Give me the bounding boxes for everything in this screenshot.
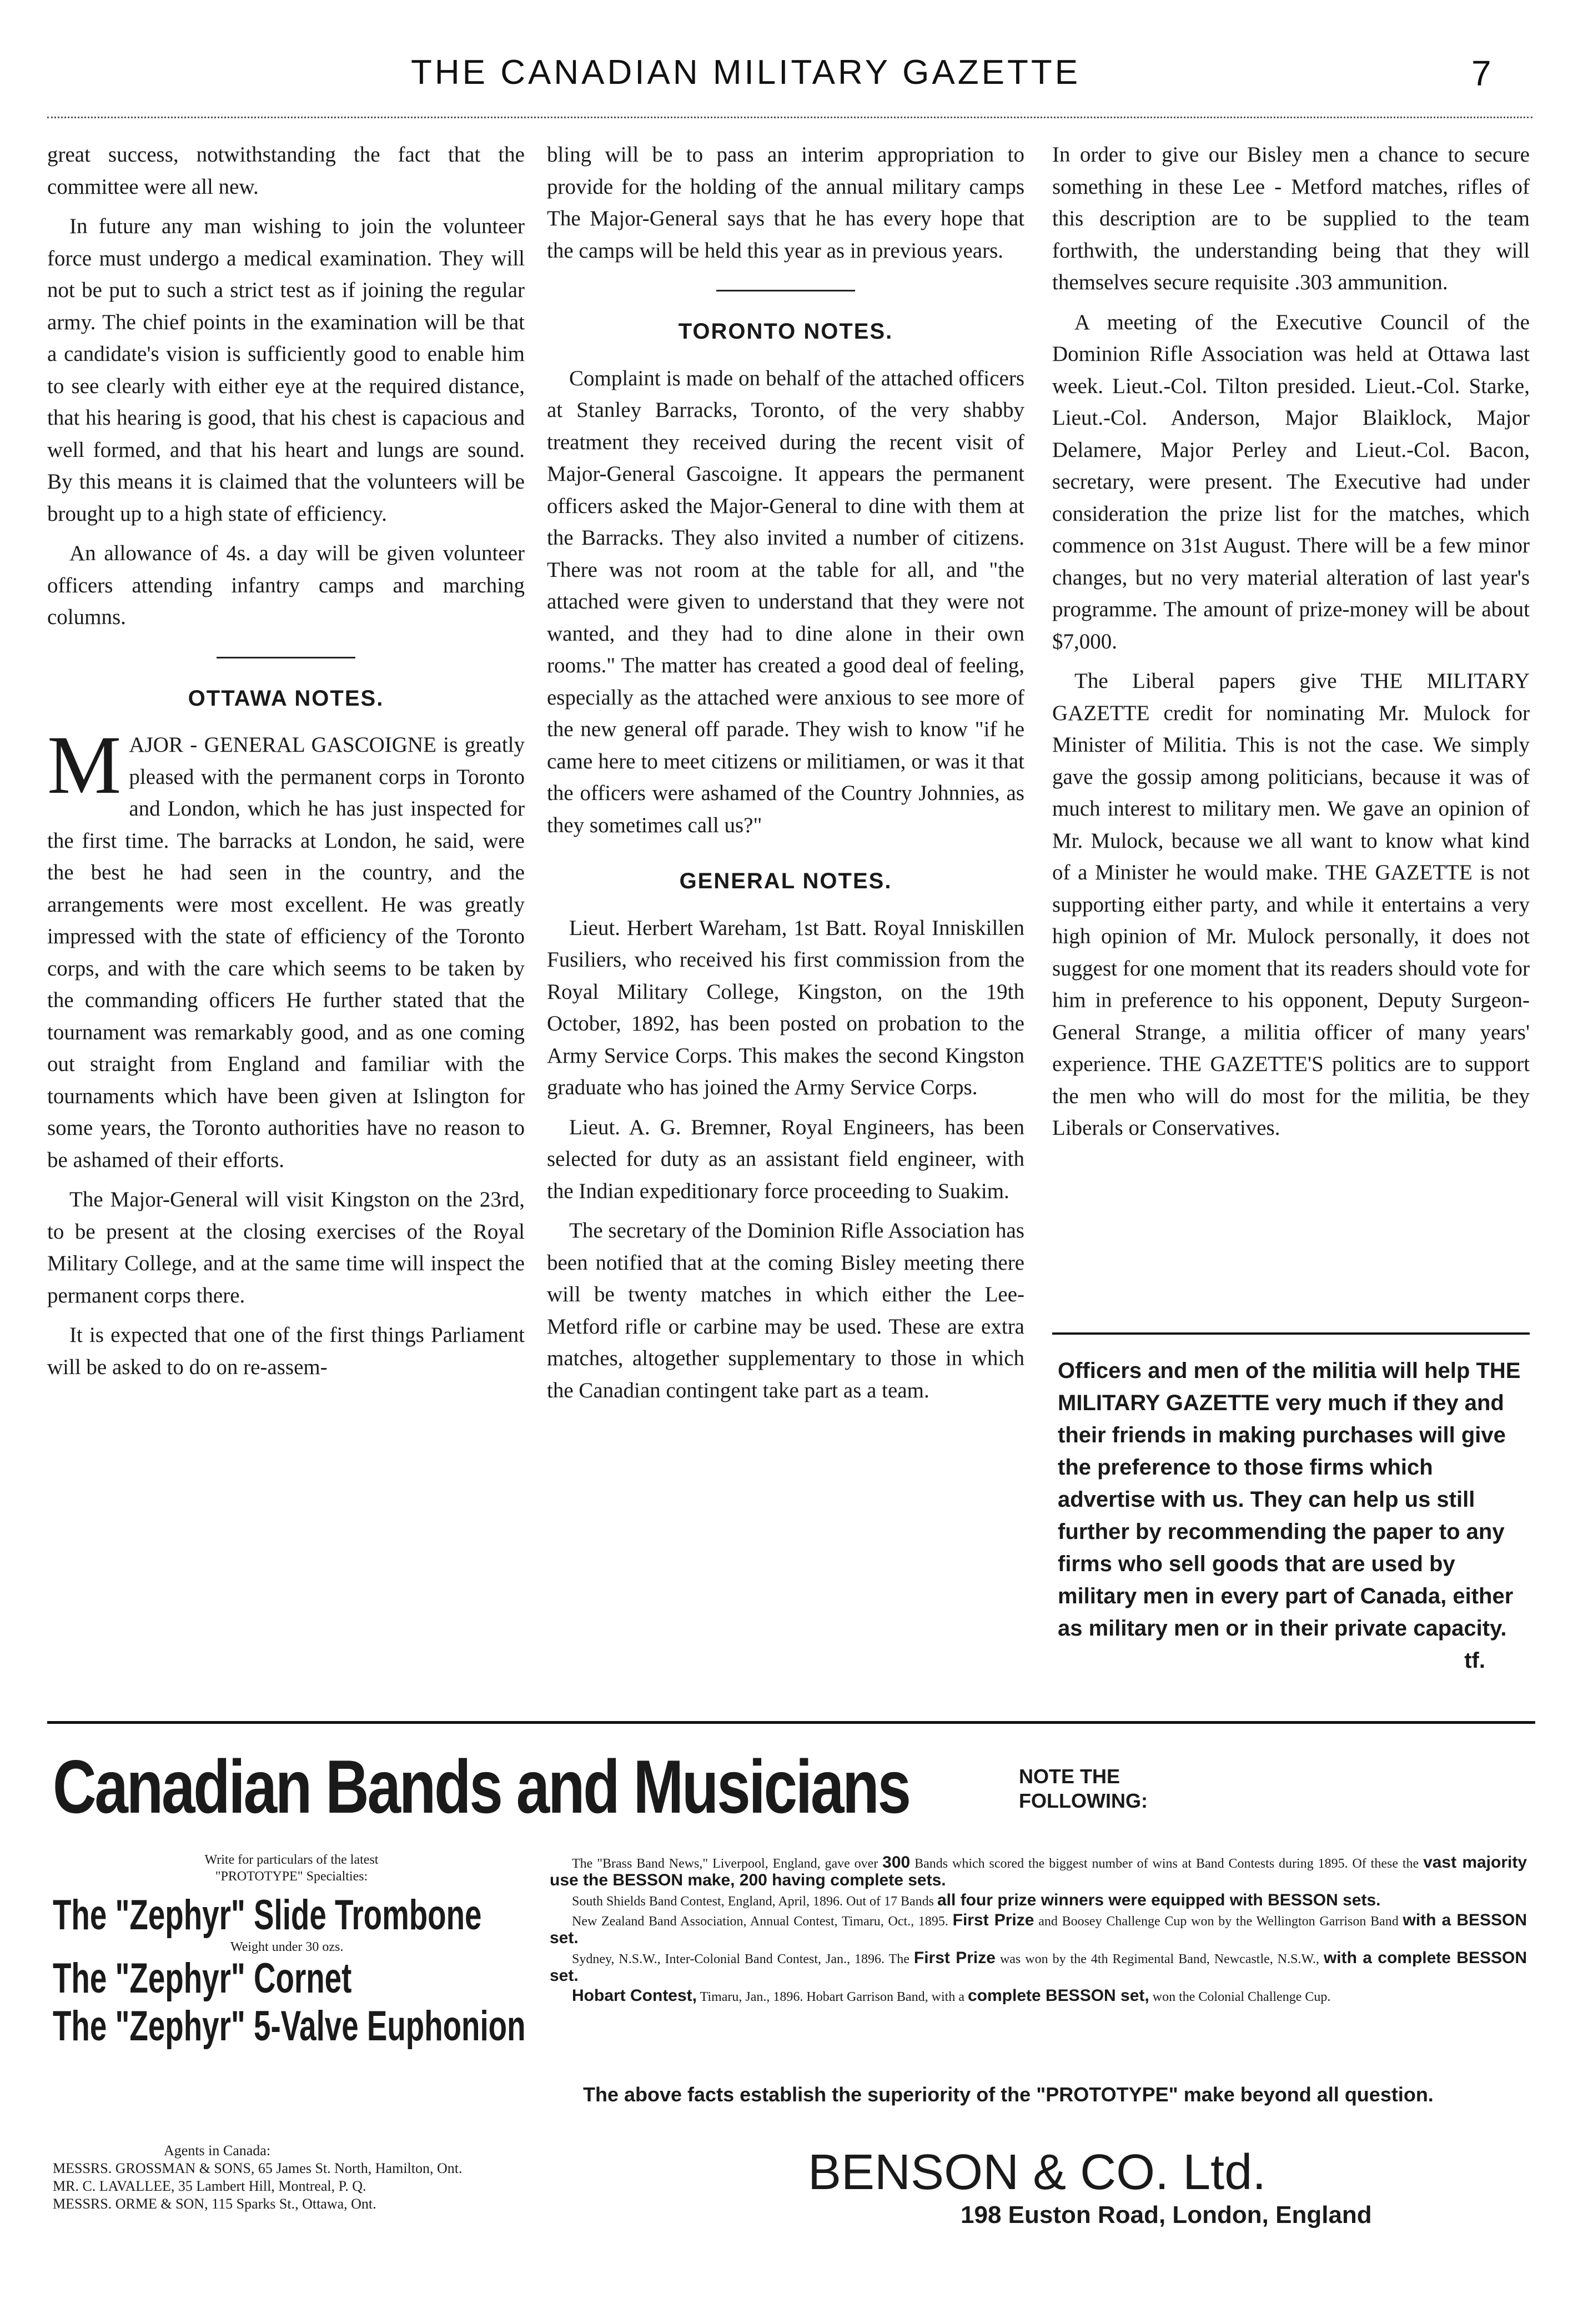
fact-text: Timaru, Jan., 1896. Hobart Garrison Band, with a — [700, 1990, 964, 2004]
agent: MR. C. LAVALLEE, 35 Lambert Hill, Montreal, P. Q. — [53, 2178, 366, 2194]
masthead-title: THE CANADIAN MILITARY GAZETTE — [411, 53, 1081, 92]
fact-text: New Zealand Band Association, Annual Contest, Timaru, Oct., 1895. — [572, 1914, 948, 1929]
advertisement-rule — [47, 1721, 1535, 1724]
paragraph: Complaint is made on behalf of the attached officers at Stanley Barracks, Toronto, of the very shabby treatment they received during the recent visit of Major-General Gascoigne. It appears the permanent officers asked the Major-General to dine with them at the Barracks. They also invited a number of citizens. There was not room at the table for all, and "the attached were given to understand that they were not wanted, and they had to dine alone in their own rooms." The matter has created a good deal of feeling, especially as the attached were anxious to see more of the new general off parade. They wish to know "if he came here to meet citizens or militiamen, or was it that the officers were ashamed of the Country Johnnies, as they sometimes call us?" — [547, 366, 1024, 837]
agent: MESSRS. GROSSMAN & SONS, 65 James St. North, Hamilton, Ont. — [53, 2160, 463, 2176]
column-1 — [47, 139, 525, 1682]
superiority-claim: The above facts establish the superiority of the "PROTOTYPE" make beyond all question. — [583, 2083, 1434, 2106]
column-3 — [1052, 139, 1530, 1316]
notice-sign: tf. — [1464, 1648, 1485, 1673]
paragraph-text: AJOR - GENERAL GASCOIGNE is greatly pleased with the permanent corps in Toronto and London, which he has just inspected for the first time. The barracks at London, he said, were the best he had seen in the country, and the arrangements were most excellent. He was greatly impressed with the state of efficiency of the Toronto corps, and with the care which seems to be taken by the commanding officers He further stated that the tournament was remarkably good, and as one coming out straight from England and familiar with the tournaments which have been given at Islington for some years, the Toronto authorities have no reason to be ashamed of their efforts. — [47, 733, 525, 1172]
paragraph: In future any man wishing to join the volunteer force must undergo a medical examination. They will not be put to such a strict test as if joining the regular army. The chief points in the examination will be that a candidate's vision is sufficiently good to enable him to see clearly with either eye at the required distance, that his hearing is good, that his chest is capacious and well formed, and that his heart and lungs are sound. By this means it is claimed that the volunteers will be brought up to a high state of efficiency. — [47, 214, 525, 526]
fact-text: The "Brass Band News," Liverpool, England, gave over — [572, 1857, 878, 1871]
company-name: BENSON & CO. Ltd. — [808, 2145, 1267, 2200]
header-rule — [47, 117, 1532, 118]
prototype-specialties: "PROTOTYPE" Specialties: — [215, 1869, 368, 1884]
paragraph: great success, notwithstanding the fact that the committee were all new. — [47, 143, 525, 199]
paragraph: Lieut. A. G. Bremner, Royal Engineers, has been selected for duty as an assistant field engineer, with the Indian expeditionary force proceeding to Suakim. — [547, 1115, 1024, 1203]
agents-list — [53, 2142, 664, 2213]
zephyr-products — [53, 1852, 530, 2050]
section-divider — [217, 657, 355, 658]
fact — [550, 1854, 1527, 1890]
fact-text: and Boosey Challenge Cup won by the Wellington Garrison Band — [1038, 1914, 1399, 1929]
zephyr-euphonion: The "Zephyr" 5-Valve Euphonion — [53, 2003, 526, 2050]
page-number: 7 — [1471, 53, 1491, 93]
paragraph: The Liberal papers give THE MILITARY GAZETTE credit for nominating Mr. Mulock for Minister of Militia. This is not the case. We simply gave the gossip among politicians, because it was of much interest to military men. We gave an opinion of Mr. Mulock, because we all want to know what kind of a Minister he would make. THE GAZETTE is not supporting either party, and while it entertains a very high opinion of Mr. Mulock personally, it does not suggest for one moment that its readers should vote for him in preference to his opponent, Deputy Surgeon-General Strange, a militia officer of many years' experience. THE GAZETTE'S politics are to support the men who will do most for the militia, be they Liberals or Conservatives. — [1052, 669, 1530, 1140]
paragraph — [47, 719, 525, 1176]
notice-text: Officers and men of the militia will help THE MILITARY GAZETTE very much if they and their friends in making purchases will give the preference to those firms which advertise with us. They can help us still further by recommending the paper to any firms who sell goods that are used by military men in every part of Canada, either as military men or in their private capacity. — [1058, 1359, 1521, 1641]
note-line: FOLLOWING: — [1019, 1789, 1148, 1812]
fact-emph: First Prize — [913, 1949, 996, 1967]
fact-emph: with a complete BESSON set. — [550, 1949, 1527, 1985]
fact-emph: 300 — [882, 1853, 911, 1872]
advertiser-notice — [1058, 1355, 1530, 1677]
paragraph: A meeting of the Executive Council of the Dominion Rifle Association was held at Ottawa last week. Lieut.-Col. Tilton presided. Lieut.-Col. Starke, Lieut.-Col. Anderson, Major Blaiklock, Major Delamere, Major Perley and Lieut.-Col. Bacon, secretary, were present. The Executive had under consideration the prize list for the matches, which commence on 31st August. There will be a few minor changes, but no very material alteration of last year's programme. The amount of prize-money will be about $7,000. — [1052, 310, 1530, 653]
toronto-notes-heading: TORONTO NOTES. — [678, 319, 893, 344]
paragraph: It is expected that one of the first things Parliament will be asked to do on re-assem- — [47, 1323, 525, 1379]
fact-emph: First Prize — [952, 1911, 1034, 1929]
fact-emph: Hobart Contest, — [572, 1986, 697, 2005]
fact-emph: complete BESSON set, — [967, 1986, 1149, 2005]
fact-text: Sydney, N.S.W., Inter-Colonial Band Contest, Jan., 1896. The — [572, 1952, 909, 1966]
fact-emph: vast majority use the BESSON make, 200 having complete sets. — [550, 1853, 1527, 1889]
notice-divider — [1052, 1332, 1530, 1335]
zephyr-cornet: The "Zephyr" Cornet — [53, 1955, 352, 2002]
paragraph: The secretary of the Dominion Rifle Association has been notified that at the coming Bisley meeting there will be twenty matches in which either the Lee-Metford rifle or carbine may be used. These are extra matches, altogether supplementary to those in which the Canadian contingent take part as a team. — [547, 1219, 1024, 1402]
agents-heading: Agents in Canada: — [164, 2142, 271, 2159]
besson-facts — [550, 1854, 1527, 2008]
fact — [550, 1892, 1527, 1910]
fact — [550, 1912, 1527, 1948]
company-address: 198 Euston Road, London, England — [961, 2201, 1372, 2229]
note-following — [1019, 1764, 1148, 1813]
page-header — [0, 53, 1593, 103]
fact-text: South Shields Band Contest, England, April, 1896. Out of 17 Bands — [572, 1894, 934, 1909]
section-divider — [716, 290, 855, 291]
paragraph: The Major-General will visit Kingston on the 23rd, to be present at the closing exercises of the Royal Military College, and at the same time will inspect the permanent corps there. — [47, 1188, 525, 1307]
drop-cap: M — [47, 719, 122, 811]
fact — [550, 1950, 1527, 1985]
fact-emph: with a BESSON set. — [550, 1911, 1527, 1947]
fact-text: was won by the 4th Regimental Band, Newcastle, N.S.W., — [999, 1952, 1319, 1966]
general-notes-heading: GENERAL NOTES. — [679, 869, 892, 893]
fact-text: Bands which scored the biggest number of wins at Band Contests during 1895. Of these the — [914, 1857, 1419, 1871]
paragraph: An allowance of 4s. a day will be given volunteer officers attending infantry camps and marching columns. — [47, 541, 525, 629]
ottawa-notes-heading: OTTAWA NOTES. — [188, 686, 384, 711]
zephyr-trombone: The "Zephyr" Slide Trombone — [53, 1892, 482, 1939]
fact — [550, 1988, 1527, 2005]
advertisement-title: Canadian Bands and Musicians — [53, 1744, 909, 1829]
trombone-weight: Weight under 30 ozs. — [230, 1940, 344, 1954]
paragraph: bling will be to pass an interim appropriation to provide for the holding of the annual military camps The Major-General says that he has every hope that the camps will be held this year as in previous years. — [547, 143, 1024, 263]
paragraph: Lieut. Herbert Wareham, 1st Batt. Royal Inniskillen Fusiliers, who received his first commission from the Royal Military College, Kingston, on the 19th October, 1892, has been posted on probation to the Army Service Corps. This makes the second Kingston graduate who has joined the Army Service Corps. — [547, 915, 1024, 1099]
write-for-particulars: Write for particulars of the latest — [204, 1853, 379, 1867]
fact-emph: all four prize winners were equipped with BESSON sets. — [937, 1891, 1381, 1909]
note-line: NOTE THE — [1019, 1765, 1120, 1788]
paragraph: In order to give our Bisley men a chance to secure something in these Lee - Metford matches, rifles of this description are to be supplied to the team forthwith, the understanding being that they will themselves secure requisite .303 ammunition. — [1052, 143, 1530, 294]
agent: MESSRS. ORME & SON, 115 Sparks St., Ottawa, Ont. — [53, 2196, 376, 2212]
fact-text: won the Colonial Challenge Cup. — [1152, 1990, 1331, 2004]
column-2 — [547, 139, 1024, 1682]
